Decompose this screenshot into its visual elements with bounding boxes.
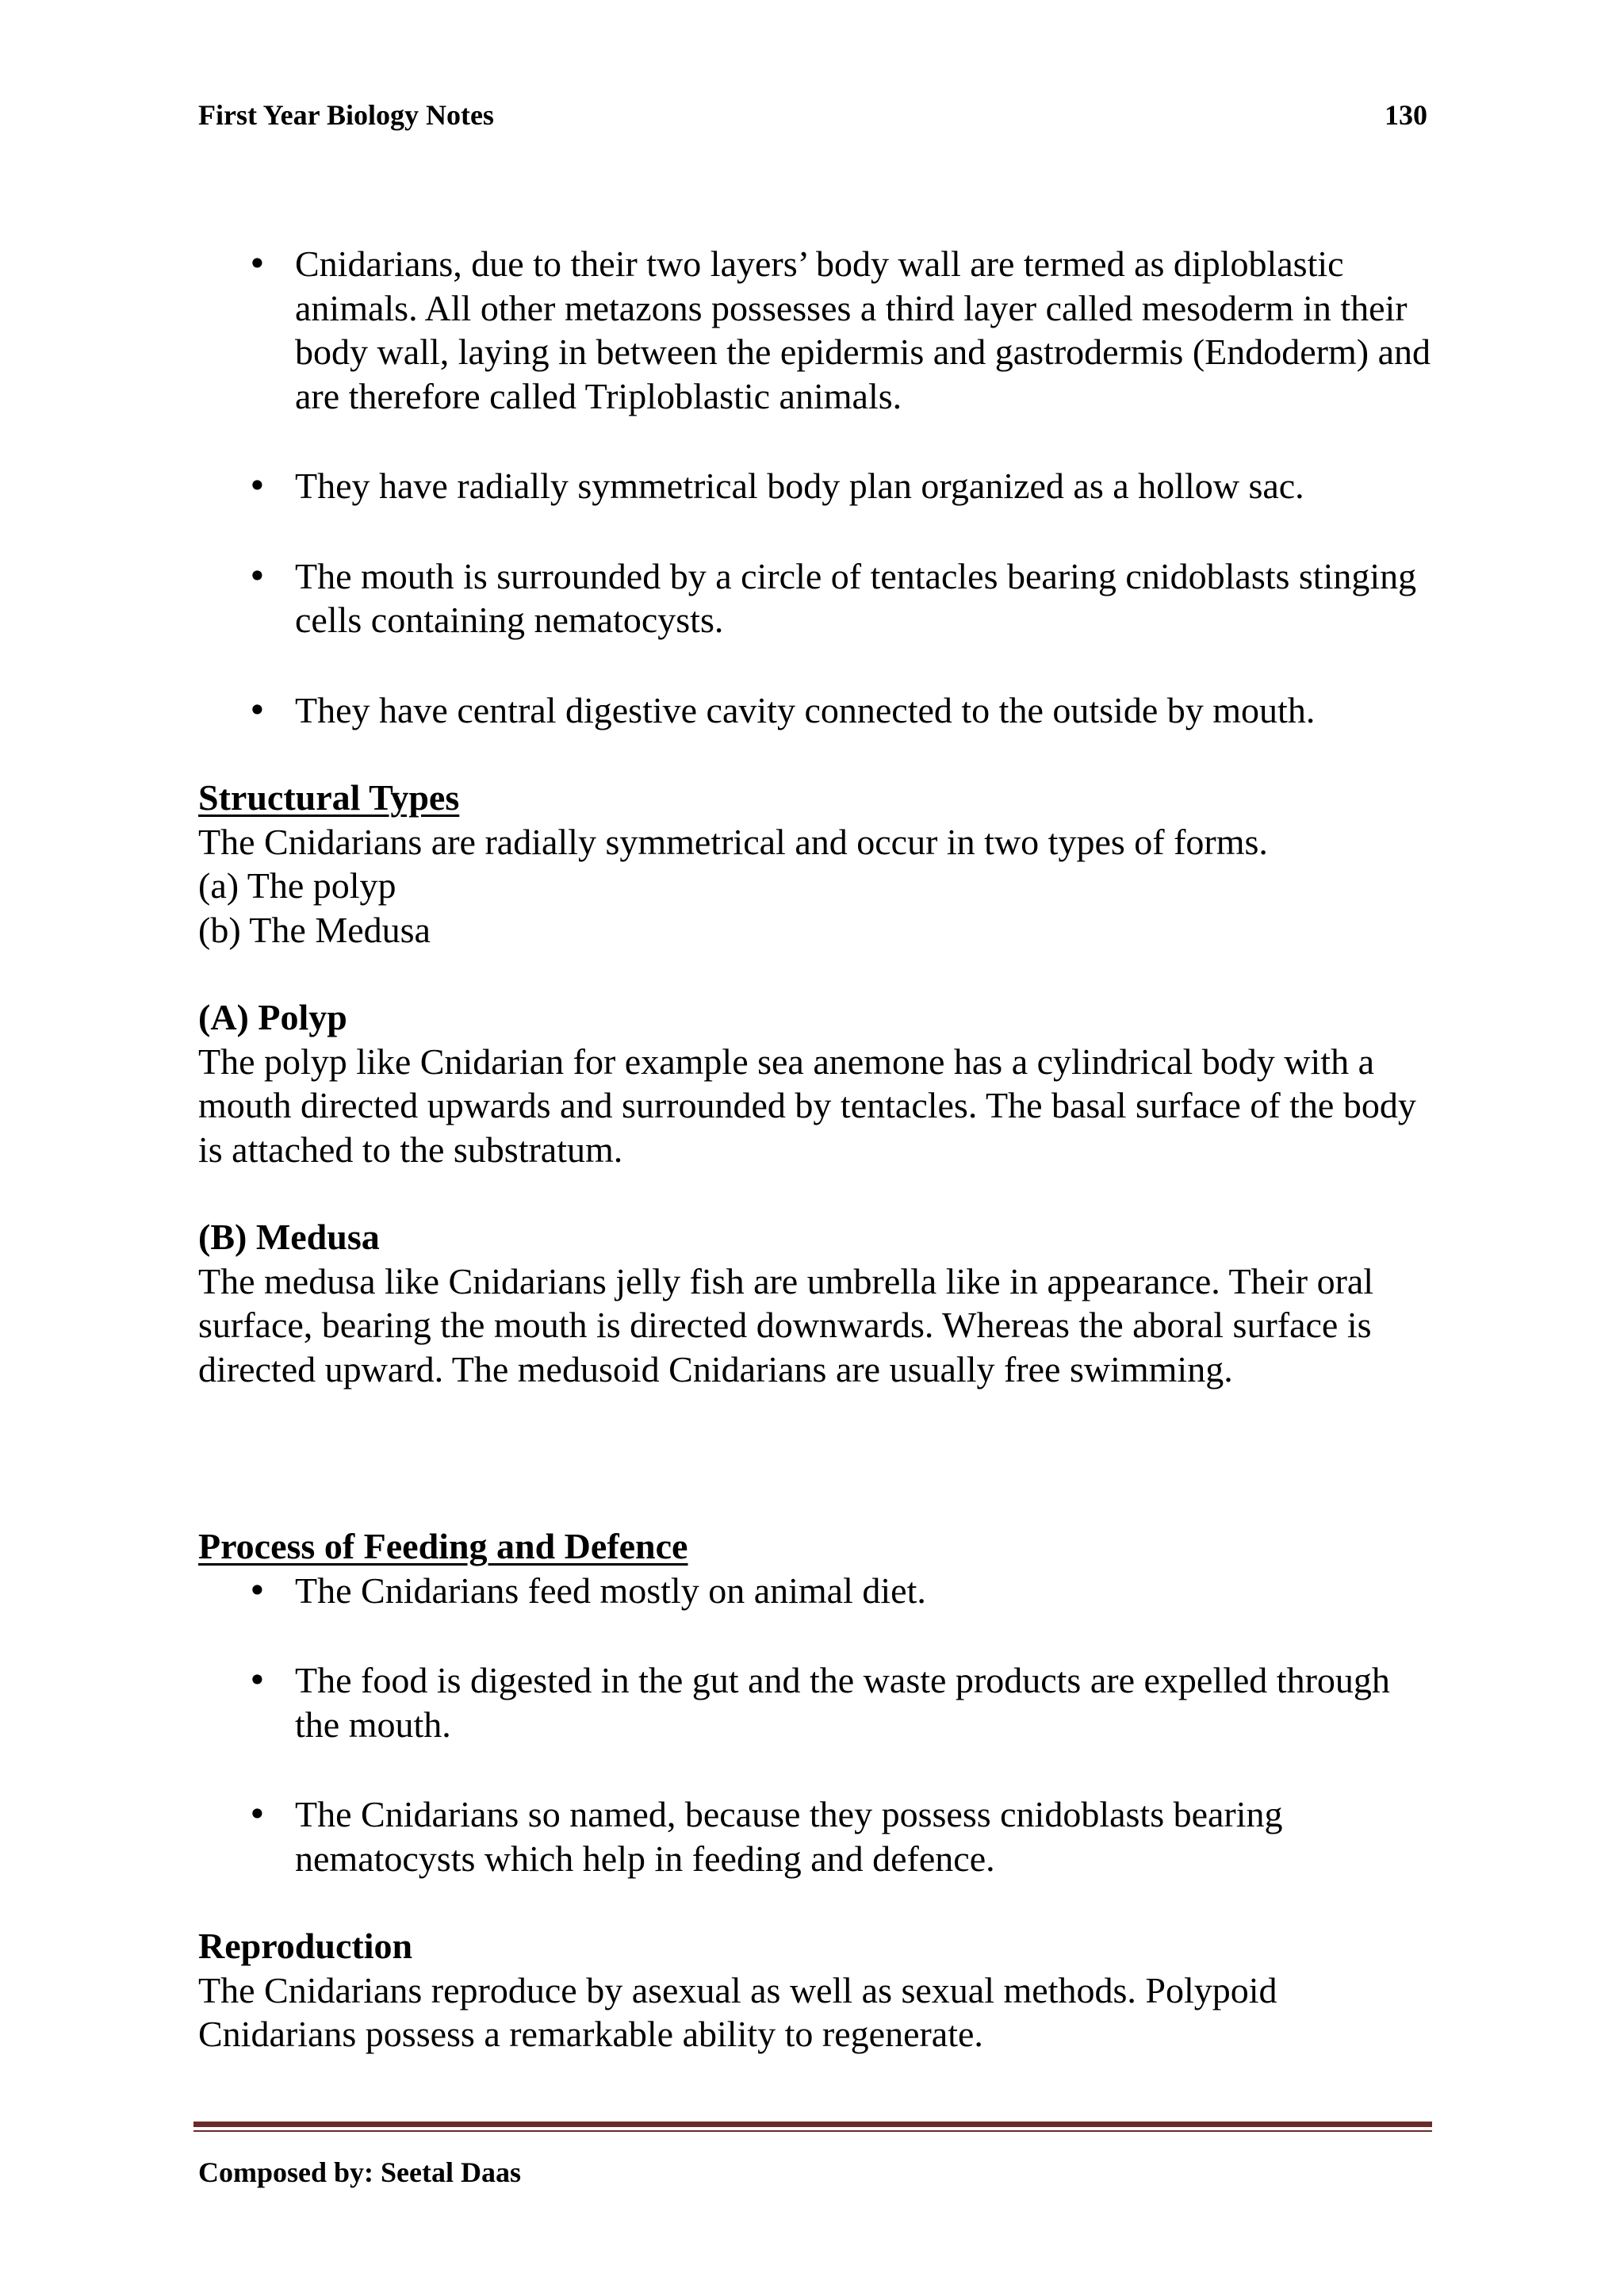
footer-divider <box>193 2122 1432 2127</box>
page-number: 130 <box>1385 99 1427 131</box>
medusa-paragraph: The medusa like Cnidarians jelly fish are umbrella like in appearance. Their oral surface, bearing the mouth is directed downwards. Whereas the aboral surface is directed upward. The medusoid Cnidarians are usually free swimming. <box>198 1260 1374 1389</box>
structural-types-intro: The Cnidarians are radially symmetrical and occur in two types of forms. <box>198 821 1268 862</box>
page-body <box>198 242 1435 2056</box>
list-item: • They have central digestive cavity connected to the outside by mouth. <box>198 688 1435 733</box>
reproduction-paragraph: The Cnidarians reproduce by asexual as well as sexual methods. Polypoid Cnidarians possess a remarkable ability to regenerate. <box>198 1969 1277 2054</box>
list-item: • The Cnidarians feed mostly on animal diet. <box>198 1569 1435 1613</box>
list-item: • The food is digested in the gut and the waste products are expelled through the mouth. <box>198 1658 1435 1746</box>
polyp-paragraph: The polyp like Cnidarian for example sea anemone has a cylindrical body with a mouth directed upwards and surrounded by tentacles. The basal surface of the body is attached to the substratum. <box>198 1041 1416 1170</box>
polyp-heading: (A) Polyp <box>198 997 347 1037</box>
structural-types-medusa-item: (b) The Medusa <box>198 909 431 950</box>
footer-divider-thin <box>193 2130 1432 2132</box>
structural-types-heading: Structural Types <box>198 777 460 818</box>
reproduction-heading: Reproduction <box>198 1926 413 1966</box>
intro-bullet-list <box>198 242 1435 732</box>
composed-by-credit: Composed by: Seetal Daas <box>198 2156 522 2188</box>
list-item: • The Cnidarians so named, because they possess cnidoblasts bearing nematocysts which help in feeding and defence. <box>198 1792 1435 1880</box>
medusa-heading: (B) Medusa <box>198 1217 380 1257</box>
book-title: First Year Biology Notes <box>198 99 494 131</box>
list-item: • The mouth is surrounded by a circle of tentacles bearing cnidoblasts stinging cells containing nematocysts. <box>198 554 1435 642</box>
feeding-bullet-list <box>198 1569 1435 1881</box>
feeding-heading: Process of Feeding and Defence <box>198 1526 688 1566</box>
list-item: • They have radially symmetrical body plan organized as a hollow sac. <box>198 464 1435 508</box>
structural-types-polyp-item: (a) The polyp <box>198 865 396 906</box>
running-header <box>198 98 1427 138</box>
list-item: • Cnidarians, due to their two layers’ body wall are termed as diploblastic animals. All other metazons possesses a third layer called mesoderm in their body wall, laying in between the epidermis and gastrodermis (Endoderm) and are therefore called Triploblastic animals. <box>198 242 1435 418</box>
